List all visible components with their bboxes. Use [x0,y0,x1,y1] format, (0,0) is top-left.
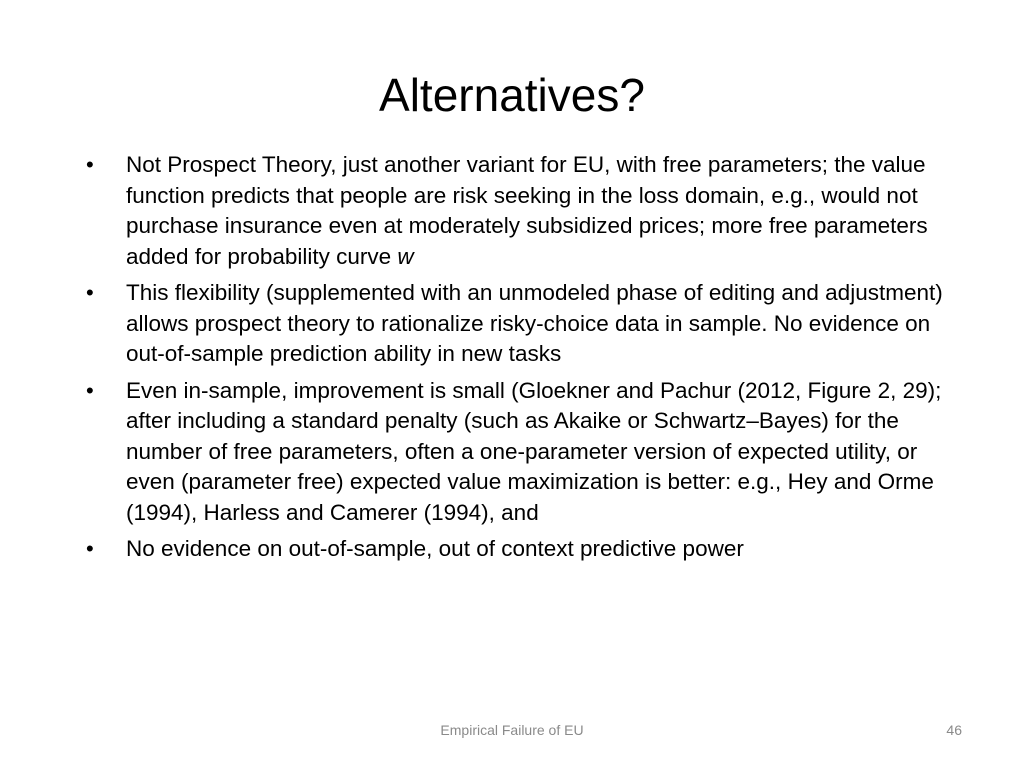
slide-footer: Empirical Failure of EU [440,722,584,738]
bullet-marker: • [86,536,94,561]
bullet-marker: • [86,152,94,177]
bullet-italic-variable: w [397,243,414,269]
bullet-text: No evidence on out-of-sample, out of context predictive power [126,536,744,561]
bullet-text: This flexibility (supplemented with an unmodeled phase of editing and adjustment) allows prospect theory to rationalize risky-choice data in sample. No evidence on out-of-sample prediction ability in new tasks [126,280,943,366]
bullet-text: Even in-sample, improvement is small (Gloekner and Pachur (2012, Figure 2, 29); after including a standard penalty (such as Akaike or Schwartz–Bayes) for the number of free parameters, often a one-parameter version of expected utility, or even (parameter free) expected value maximization is better: e.g., Hey and Orme (1994), Harless and Camerer (1994), and [126,377,942,525]
bullet-list [78,150,948,571]
bullet-item [78,376,948,529]
slide-title: Alternatives? [379,69,645,121]
bullet-item [78,150,948,272]
bullet-item [78,534,948,565]
bullet-marker: • [86,280,94,305]
page-number: 46 [946,722,962,738]
bullet-item [78,278,948,370]
bullet-marker: • [86,377,94,403]
bullet-text: Not Prospect Theory, just another variant for EU, with free parameters; the value function predicts that people are risk seeking in the loss domain, e.g., would not purchase insurance even at moderately subsidized prices; more free parameters added for probability curve [126,152,928,269]
